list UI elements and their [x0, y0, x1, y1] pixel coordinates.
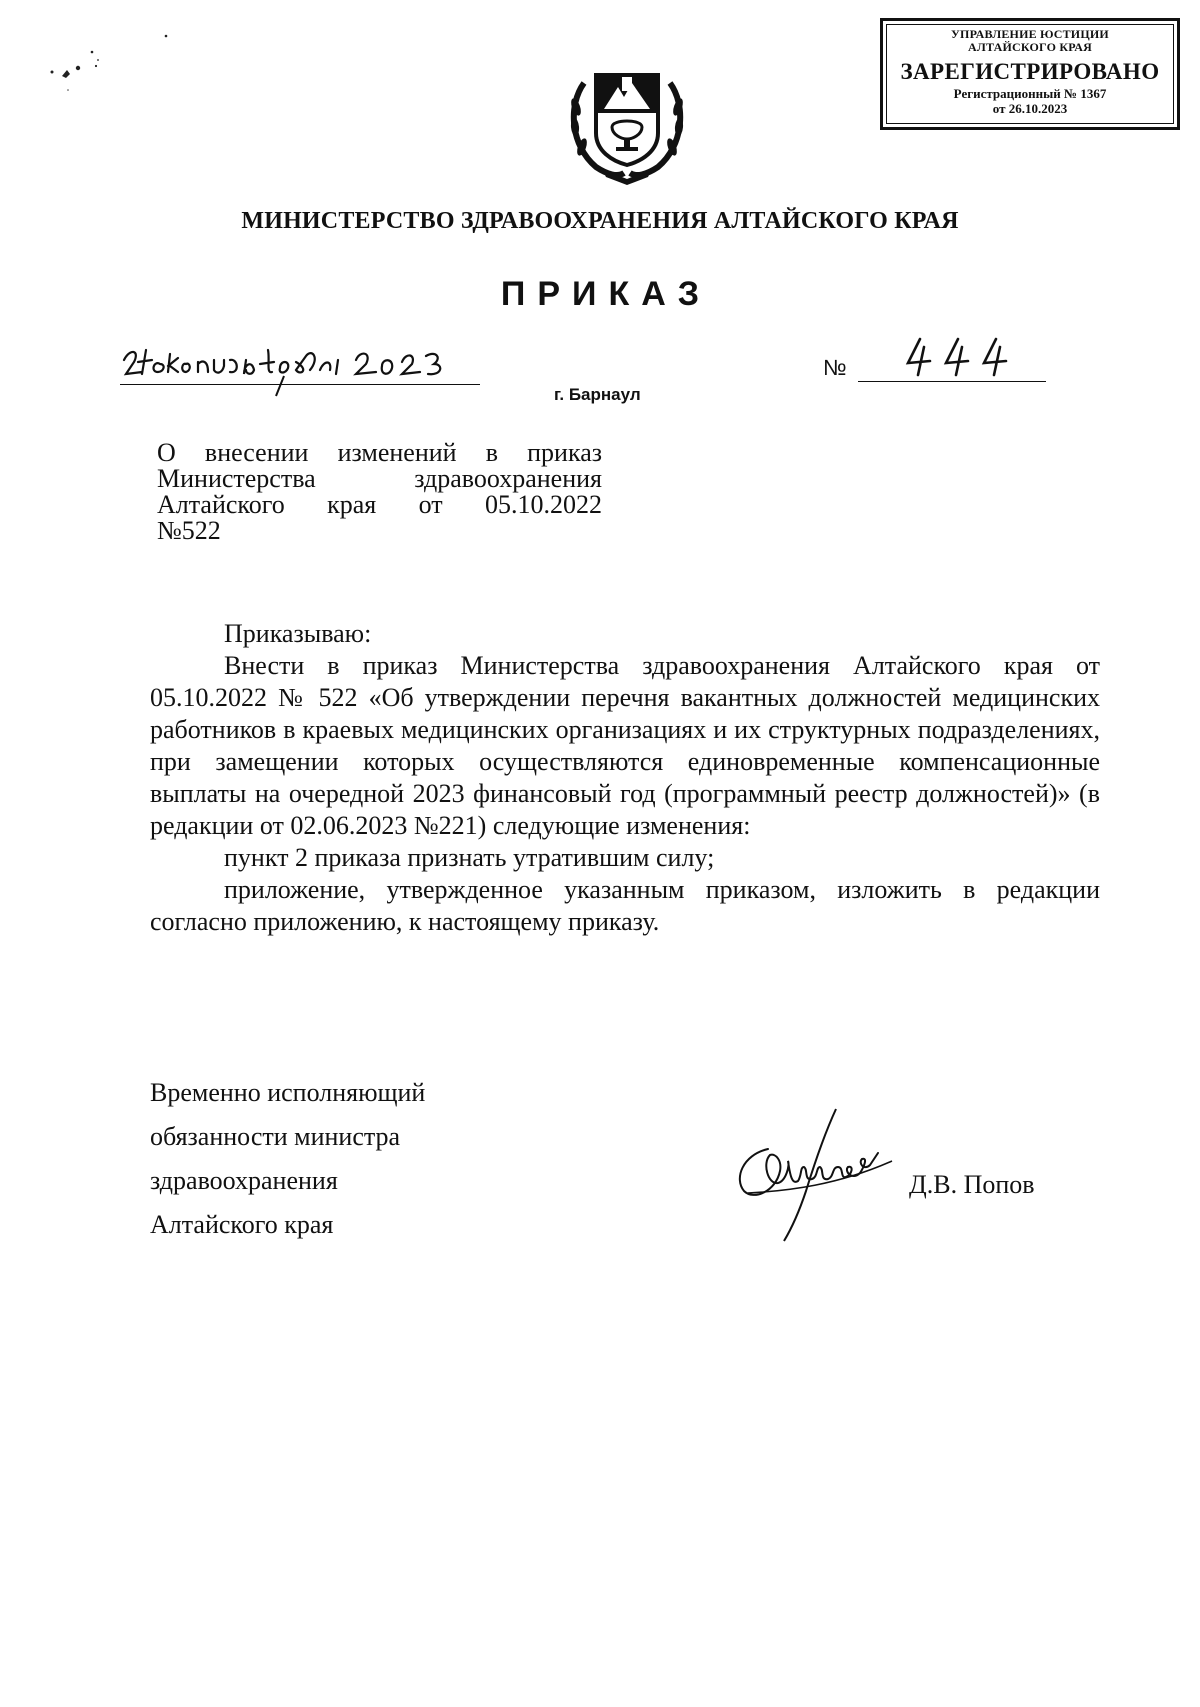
date-underline — [120, 384, 480, 385]
coat-of-arms-icon — [562, 55, 692, 185]
signer-position-line: здравоохранения — [150, 1166, 338, 1195]
subject-line: №522 — [157, 516, 221, 545]
handwritten-signature-icon — [728, 1105, 898, 1245]
scan-artifact-specks — [40, 30, 190, 110]
stamp-reg-date: от 26.10.2023 — [992, 101, 1068, 116]
stamp-reg-number: Регистрационный № 1367 — [953, 86, 1107, 101]
signer-position-line: Временно исполняющий — [150, 1078, 426, 1107]
order-number-underline — [858, 381, 1046, 382]
signer-name: Д.В. Попов — [909, 1170, 1035, 1199]
order-directive: Приказываю: — [224, 619, 372, 648]
ministry-name: МИНИСТЕРСТВО ЗДРАВООХРАНЕНИЯ АЛТАЙСКОГО КРАЯ — [241, 208, 959, 234]
order-subject — [157, 440, 602, 544]
body-paragraph: приложение, утвержденное указанным приказом, изложить в редакции согласно приложению, к настоящему приказу. — [150, 875, 1100, 936]
stamp-org-line2: АЛТАЙСКОГО КРАЯ — [968, 40, 1092, 54]
subject-line: Министерства здравоохранения — [157, 464, 602, 493]
handwritten-order-number — [900, 333, 1020, 381]
signer-position-line: обязанности министра — [150, 1122, 401, 1151]
body-paragraph: пункт 2 приказа признать утратившим силу; — [224, 843, 715, 872]
signer-position — [150, 1071, 425, 1247]
subject-line: Алтайского края от 05.10.2022 — [157, 490, 602, 519]
order-body — [150, 618, 1100, 938]
registration-stamp — [880, 18, 1180, 130]
signer-position-line: Алтайского края — [150, 1210, 334, 1239]
stamp-org-line1: УПРАВЛЕНИЕ ЮСТИЦИИ — [951, 27, 1109, 41]
body-paragraph: Внести в приказ Министерства здравоохранения Алтайского края от 05.10.2022 № 522 «Об утверждении перечня вакантных должностей медицинских работников в краевых медицинских организациях и их структурных подразделениях, при замещении которых осуществляются единовременные компенсационные выплаты на очередной 2023 финансовый год (программный реестр должностей)» (в редакции от 02.06.2023 №221) следующие изменения: — [150, 651, 1100, 840]
city-label: г. Барнаул — [554, 385, 641, 404]
handwritten-date — [120, 330, 480, 400]
subject-line: О внесении изменений в приказ — [157, 438, 602, 467]
document-type-title: ПРИКАЗ — [500, 275, 712, 313]
order-number-sign: № — [823, 355, 847, 380]
stamp-status: ЗАРЕГИСТРИРОВАНО — [900, 59, 1160, 84]
